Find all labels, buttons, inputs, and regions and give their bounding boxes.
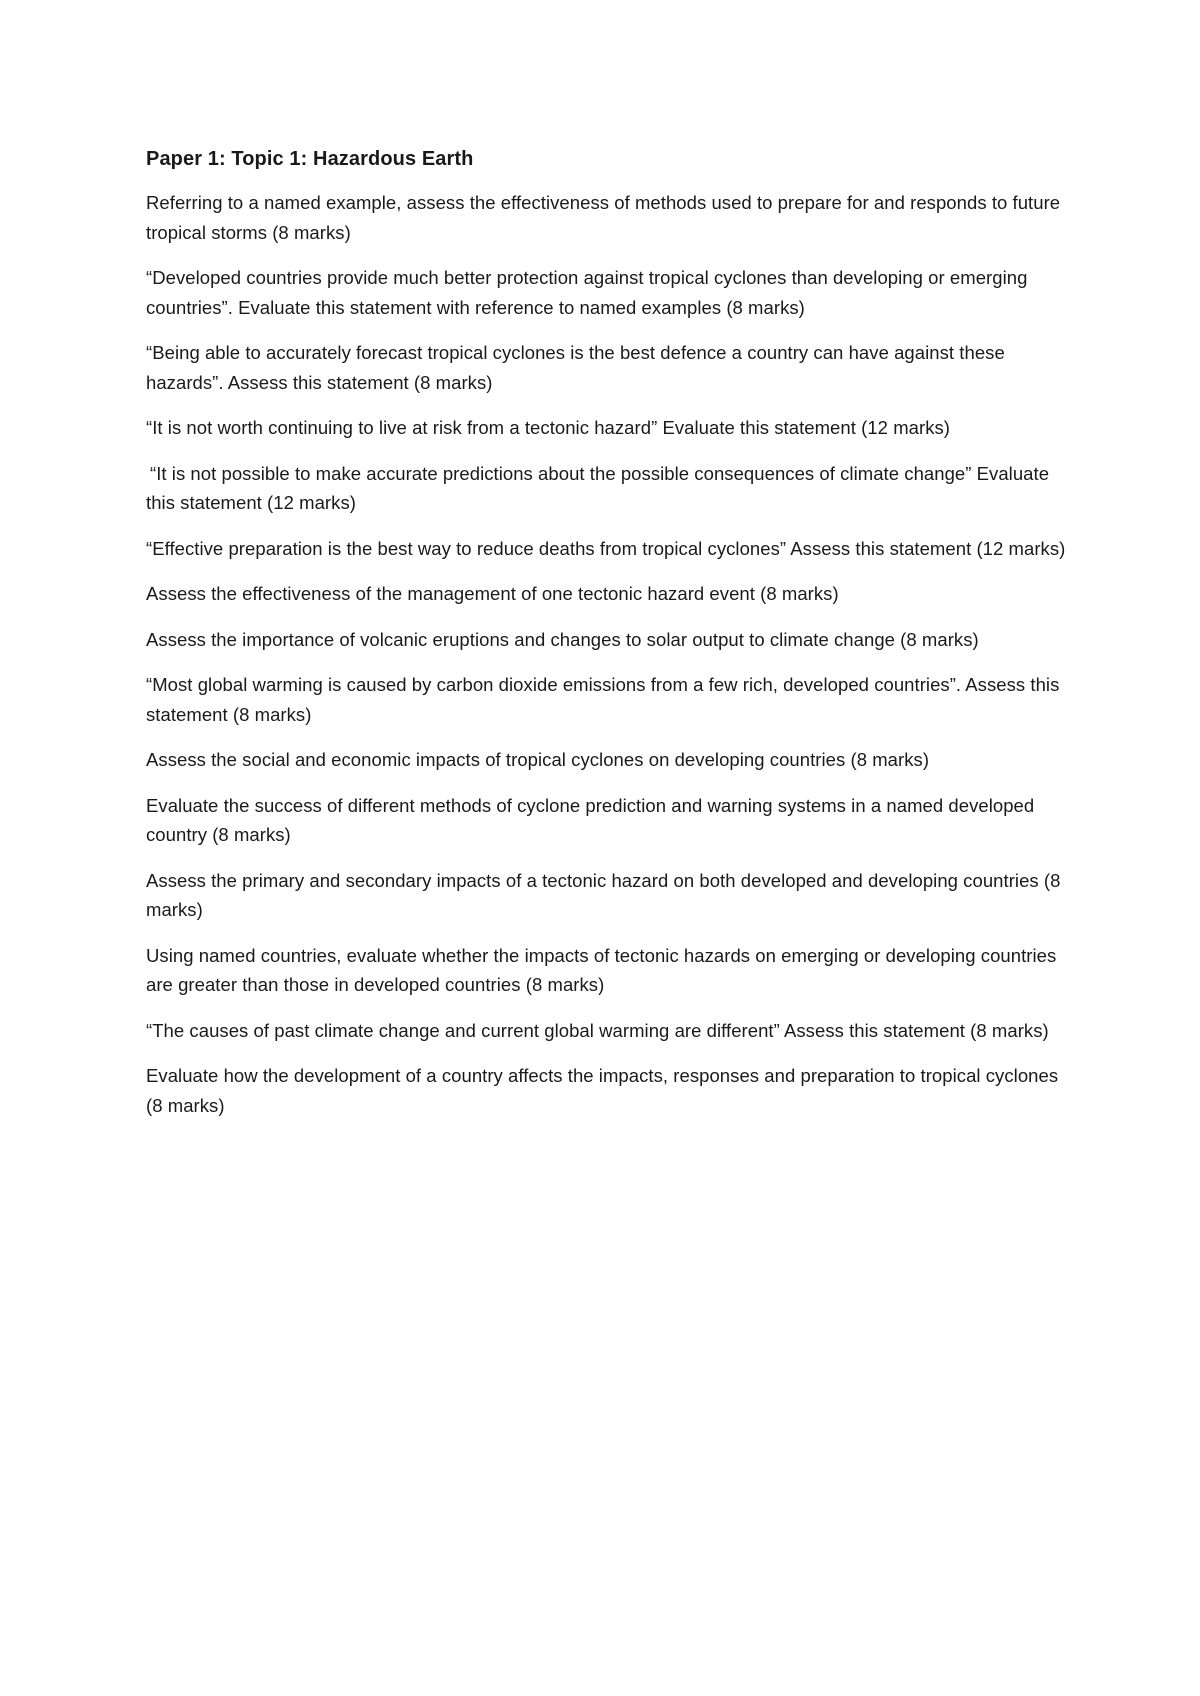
question-item: “It is not possible to make accurate predictions about the possible consequences of climate change” Evaluate this statement (12 marks) [146,462,1050,513]
question-list [146,188,1066,1120]
question-item: “Effective preparation is the best way to reduce deaths from tropical cyclones” Assess this statement (12 marks) [146,537,1066,559]
question-item: “Developed countries provide much better protection against tropical cyclones than developing or emerging countries”. Evaluate this statement with reference to named examples (8 marks) [146,267,1028,318]
question-item: “Being able to accurately forecast tropical cyclones is the best defence a country can have against these hazards”. Assess this statement (8 marks) [146,342,1005,393]
question-item: “Most global warming is caused by carbon dioxide emissions from a few rich, developed countries”. Assess this statement (8 marks) [146,674,1060,725]
question-item: Assess the primary and secondary impacts of a tectonic hazard on both developed and developing countries (8 marks) [146,869,1061,920]
question-item: “It is not worth continuing to live at risk from a tectonic hazard” Evaluate this statement (12 marks) [146,417,951,438]
document-body [146,144,1066,1136]
question-item: Assess the effectiveness of the management of one tectonic hazard event (8 marks) [146,583,839,604]
question-item: Using named countries, evaluate whether the impacts of tectonic hazards on emerging or developing countries are greater than those in developed countries (8 marks) [146,944,1057,995]
question-item: Assess the social and economic impacts of tropical cyclones on developing countries (8 marks) [146,749,930,770]
question-item: Referring to a named example, assess the effectiveness of methods used to prepare for and responds to future tropical storms (8 marks) [146,192,1061,243]
question-item: Evaluate the success of different methods of cyclone prediction and warning systems in a named developed country (8 marks) [146,794,1035,845]
question-item: Assess the importance of volcanic eruptions and changes to solar output to climate change (8 marks) [146,628,979,650]
question-item: “The causes of past climate change and current global warming are different” Assess this statement (8 marks) [146,1019,1049,1041]
question-item: Evaluate how the development of a country affects the impacts, responses and preparation to tropical cyclones (8 marks) [146,1065,1059,1116]
document-title: Paper 1: Topic 1: Hazardous Earth [146,148,474,170]
